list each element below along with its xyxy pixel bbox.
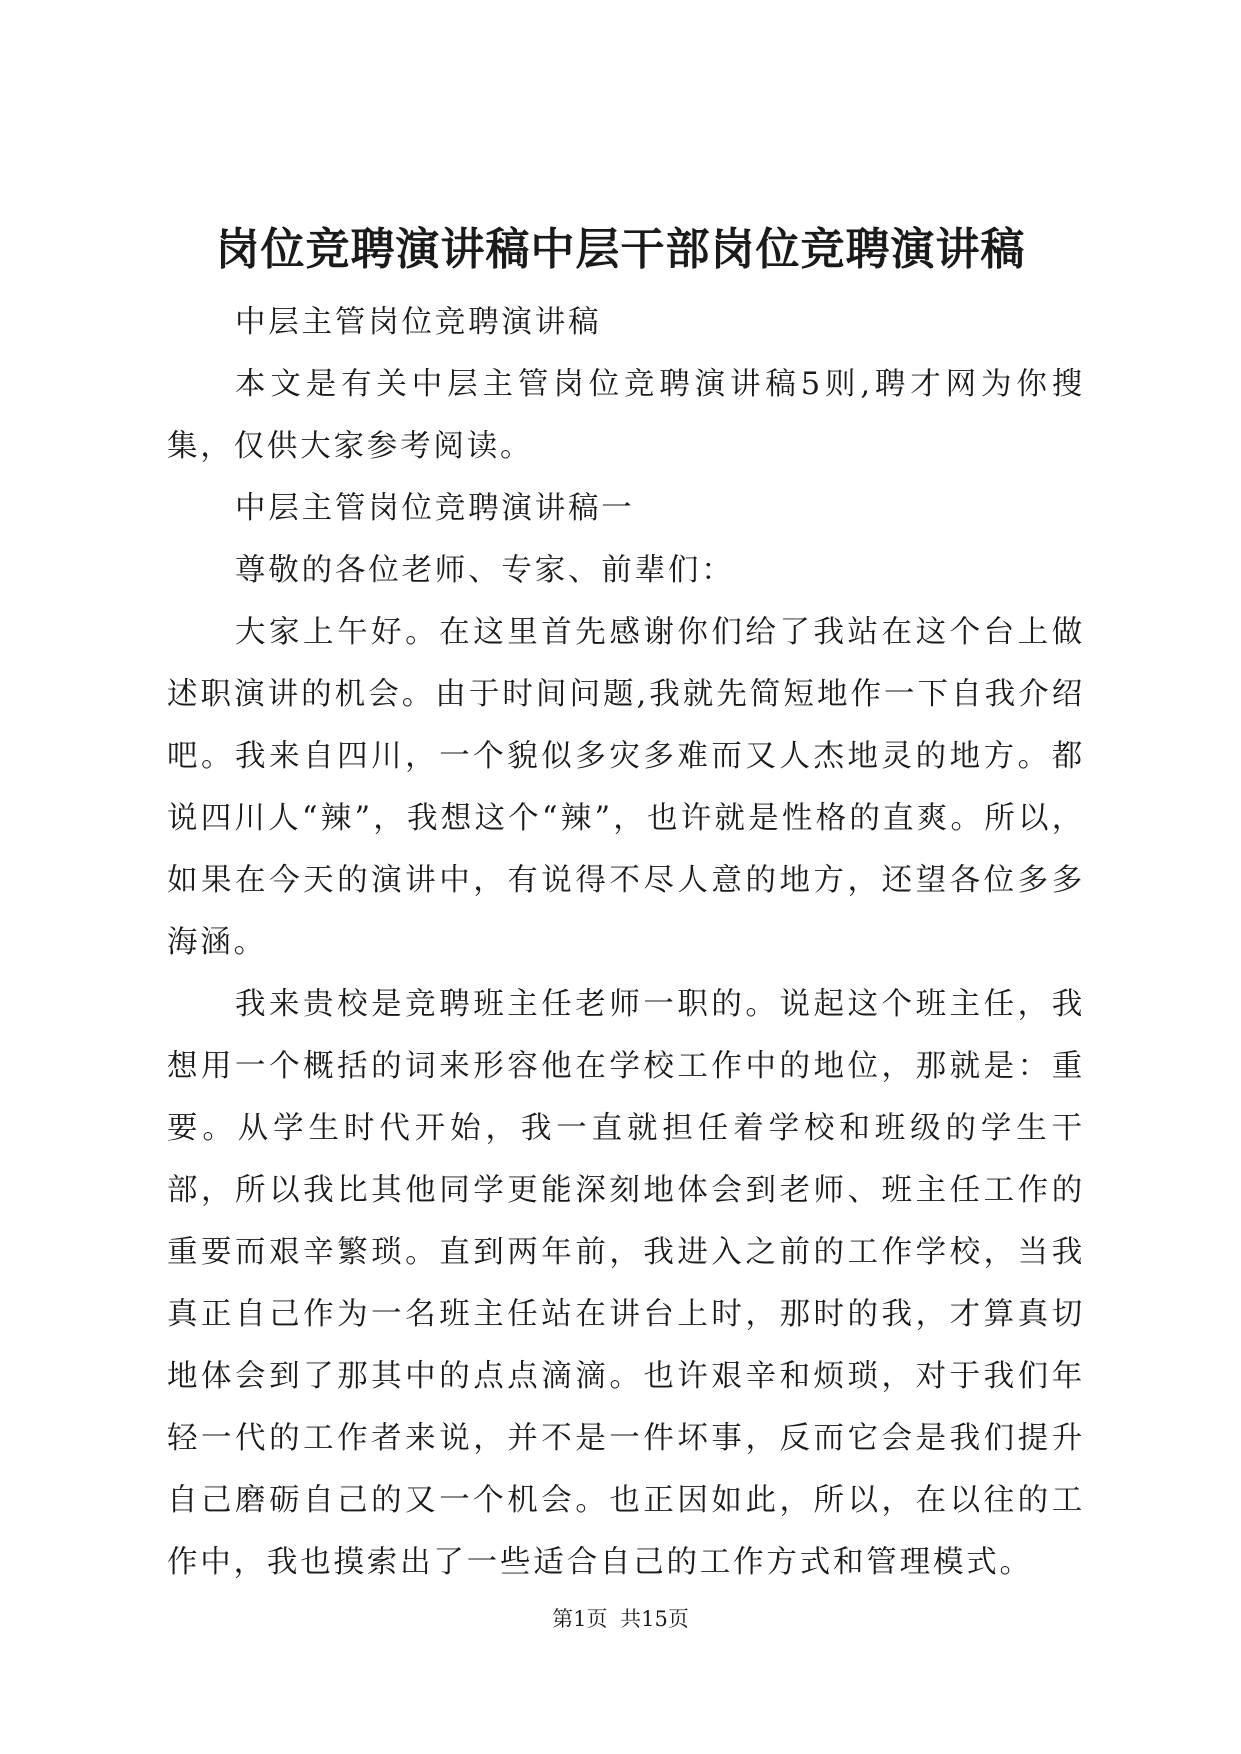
paragraph: 尊敬的各位老师、专家、前辈们：: [235, 553, 735, 588]
paragraph: 大家上午好。在这里首先感谢你们给了我站在这个台上做述职演讲的机会。由于时间问题,我就先简短地作一下自我介绍吧。我来自四川，一个貌似多灾多难而又人杰地灵的地方。都说四川人“辣”，我想这个“辣”，也许就是性格的直爽。所以，如果在今天的演讲中，有说得不尽人意的地方，还望各位多多海涵。: [167, 615, 1085, 960]
page-total: 共15页: [620, 1607, 689, 1631]
document-title: 岗位竞聘演讲稿中层干部岗位竞聘演讲稿: [215, 224, 1026, 275]
page-number: 第1页: [552, 1607, 608, 1631]
document-body: [167, 292, 1085, 1594]
paragraph: 中层主管岗位竞聘演讲稿: [235, 305, 602, 340]
page-footer: [0, 1605, 1241, 1633]
paragraph: 我来贵校是竞聘班主任老师一职的。说起这个班主任，我想用一个概括的词来形容他在学校工作中的地位，那就是：重要。从学生时代开始，我一直就担任着学校和班级的学生干部，所以我比其他同学更能深刻地体会到老师、班主任工作的重要而艰辛繁琐。直到两年前，我进入之前的工作学校，当我真正自己作为一名班主任站在讲台上时，那时的我，才算真切地体会到了那其中的点点滴滴。也许艰辛和烦琐，对于我们年轻一代的工作者来说，并不是一件坏事，反而它会是我们提升自己磨砺自己的又一个机会。也正因如此，所以，在以往的工作中，我也摸索出了一些适合自己的工作方式和管理模式。: [167, 987, 1085, 1580]
paragraph: 中层主管岗位竞聘演讲稿一: [235, 491, 635, 526]
paragraph: 本文是有关中层主管岗位竞聘演讲稿5则,聘才网为你搜集，仅供大家参考阅读。: [167, 367, 1085, 464]
